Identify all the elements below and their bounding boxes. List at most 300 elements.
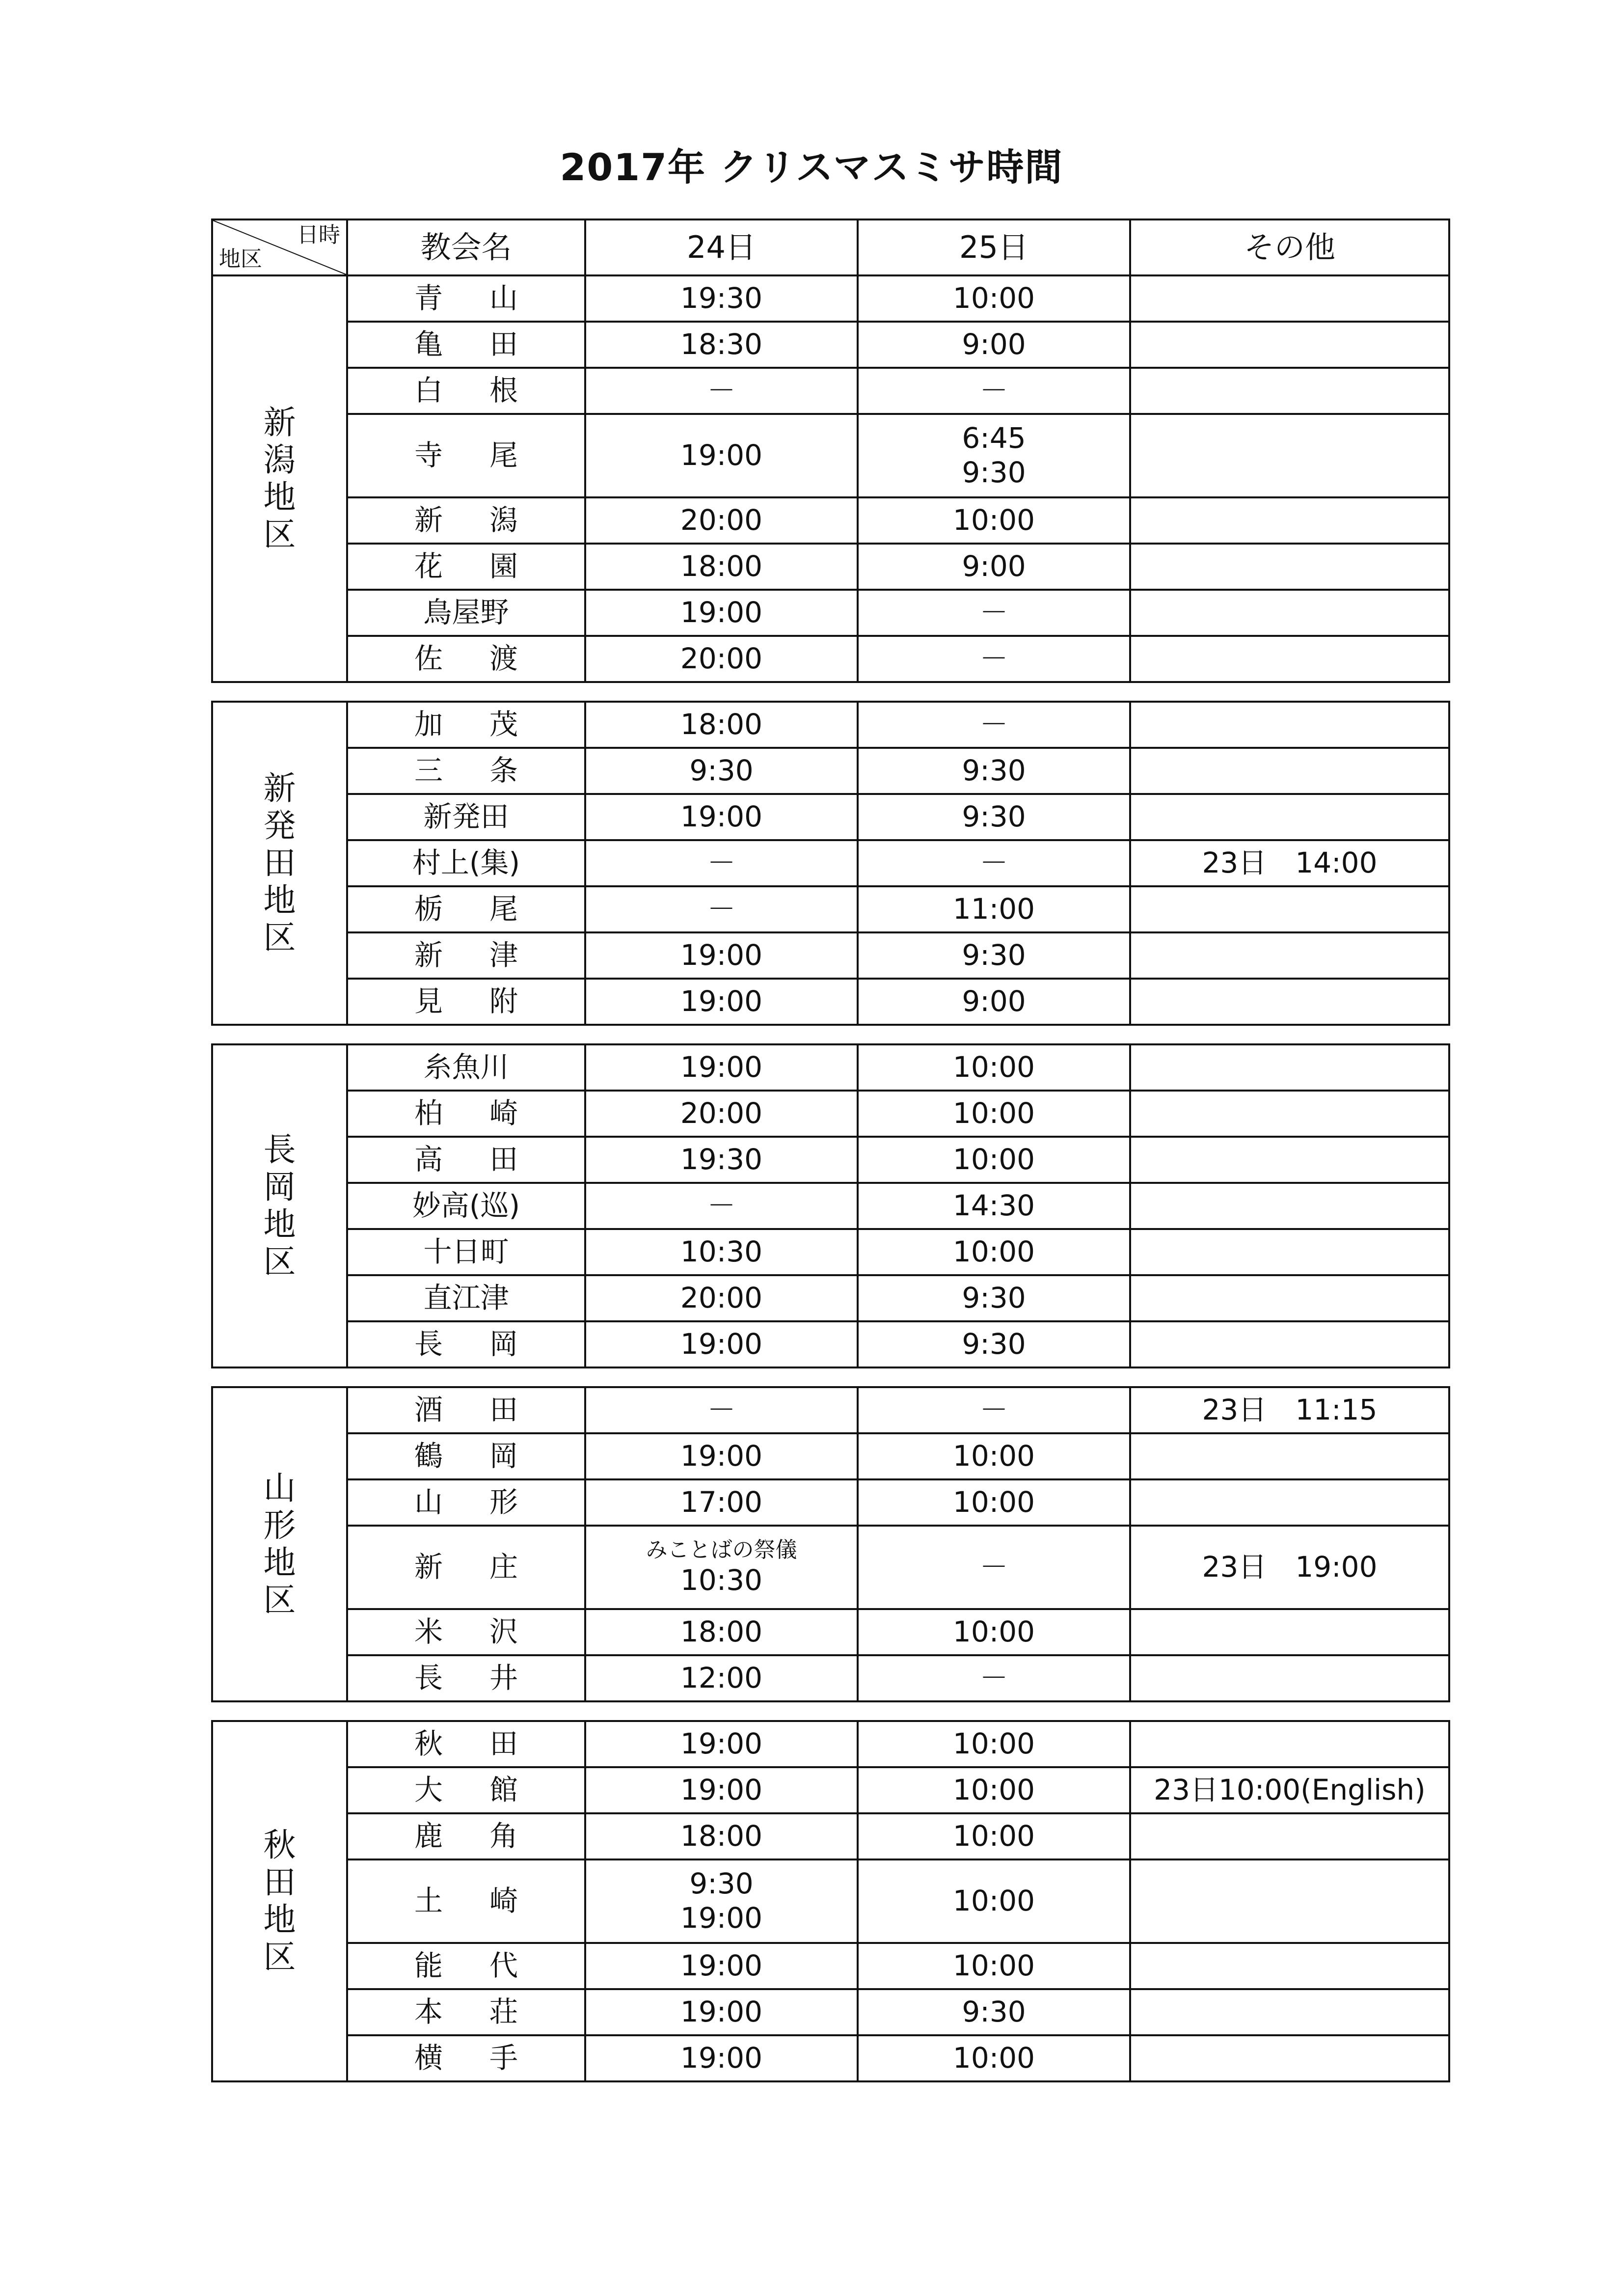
time-24-value: 19:00 bbox=[680, 596, 763, 629]
church-name bbox=[347, 368, 585, 414]
church-char: 花 bbox=[414, 549, 443, 583]
church-char: 土 bbox=[414, 1884, 443, 1918]
church-char: 加 bbox=[414, 708, 443, 741]
church-char: 白 bbox=[414, 374, 443, 408]
church-name bbox=[347, 1137, 585, 1183]
church-name bbox=[347, 497, 585, 544]
church-name bbox=[347, 1387, 585, 1433]
time-24-value: 19:30 bbox=[680, 1143, 763, 1176]
time-25 bbox=[858, 1183, 1130, 1229]
church-char: 長 bbox=[414, 1327, 443, 1361]
other-note bbox=[1130, 275, 1449, 322]
church-label: 十日町 bbox=[423, 1235, 509, 1269]
other-note bbox=[1130, 1609, 1449, 1655]
time-24 bbox=[585, 1943, 858, 1989]
other-note bbox=[1130, 590, 1449, 636]
church-char: 手 bbox=[489, 2041, 518, 2075]
region-char: 区 bbox=[263, 919, 296, 957]
other-note bbox=[1130, 1044, 1449, 1091]
time-24 bbox=[585, 932, 858, 979]
church-char: 田 bbox=[489, 1393, 518, 1427]
time-24-note: みことばの祭儀 bbox=[646, 1537, 797, 1562]
church-char: 栃 bbox=[414, 892, 443, 926]
church-char: 鶴 bbox=[414, 1439, 443, 1473]
time-25-value: － bbox=[979, 1661, 1008, 1695]
table-row bbox=[212, 636, 1449, 682]
church-char: 尾 bbox=[489, 892, 518, 926]
other-note bbox=[1130, 1479, 1449, 1526]
page-title: 2017年 クリスマスミサ時間 bbox=[560, 145, 1063, 189]
church-char: 米 bbox=[414, 1615, 443, 1649]
time-24 bbox=[585, 979, 858, 1025]
other-note: 23日 11:15 bbox=[1130, 1387, 1449, 1433]
church-name bbox=[347, 1091, 585, 1137]
time-25-value: － bbox=[979, 1550, 1008, 1584]
time-25-value: 10:00 bbox=[952, 1485, 1035, 1519]
church-name bbox=[347, 1044, 585, 1091]
time-24 bbox=[585, 1433, 858, 1479]
table-row bbox=[212, 1609, 1449, 1655]
time-24-value: 18:00 bbox=[680, 1615, 763, 1649]
time-25-value: 10:00 bbox=[952, 1949, 1035, 1983]
time-24-value: 19:00 bbox=[680, 984, 763, 1018]
other-note bbox=[1130, 748, 1449, 794]
spacer-cell bbox=[212, 1367, 1449, 1387]
time-25-value: 11:00 bbox=[952, 892, 1035, 926]
church-char: 三 bbox=[414, 754, 443, 788]
church-label: 新発田 bbox=[423, 800, 509, 834]
table-row bbox=[212, 590, 1449, 636]
time-24 bbox=[585, 368, 858, 414]
other-note bbox=[1130, 1813, 1449, 1859]
table-row bbox=[212, 1044, 1449, 1091]
region-char: 地 bbox=[263, 1205, 296, 1243]
other-note bbox=[1130, 1091, 1449, 1137]
church-char: 津 bbox=[489, 938, 518, 972]
time-25 bbox=[858, 1091, 1130, 1137]
region-char: 地 bbox=[263, 478, 296, 516]
region-char: 岡 bbox=[263, 1168, 296, 1206]
time-25-value: 10:00 bbox=[952, 503, 1035, 537]
time-25-value: 10:00 bbox=[952, 1096, 1035, 1130]
table-row bbox=[212, 1479, 1449, 1526]
time-25 bbox=[858, 275, 1130, 322]
time-24 bbox=[585, 1989, 858, 2035]
church-char: 角 bbox=[489, 1819, 518, 1853]
time-24-value: 19:00 bbox=[680, 1773, 763, 1807]
church-name bbox=[347, 1767, 585, 1813]
church-name bbox=[347, 886, 585, 932]
church-char: 山 bbox=[489, 281, 518, 315]
time-24 bbox=[585, 1655, 858, 1701]
church-char: 新 bbox=[414, 503, 443, 537]
time-24-value: － bbox=[707, 374, 736, 408]
time-24 bbox=[585, 590, 858, 636]
church-char: 高 bbox=[414, 1143, 443, 1176]
time-24 bbox=[585, 1275, 858, 1321]
church-char: 酒 bbox=[414, 1393, 443, 1427]
time-25 bbox=[858, 794, 1130, 840]
church-name bbox=[347, 840, 585, 886]
other-note bbox=[1130, 794, 1449, 840]
time-24 bbox=[585, 322, 858, 368]
header-day25: 25日 bbox=[858, 219, 1130, 275]
church-char: 庄 bbox=[489, 1550, 518, 1584]
time-25 bbox=[858, 1229, 1130, 1275]
time-25 bbox=[858, 590, 1130, 636]
time-24-value: － bbox=[707, 846, 736, 880]
region-name bbox=[212, 1721, 347, 2081]
church-name bbox=[347, 1813, 585, 1859]
church-name bbox=[347, 1859, 585, 1943]
time-24-value: 20:00 bbox=[680, 1281, 763, 1315]
time-25 bbox=[858, 1767, 1130, 1813]
table-row bbox=[212, 275, 1449, 322]
other-note: 23日10:00(English) bbox=[1130, 1767, 1449, 1813]
church-name bbox=[347, 636, 585, 682]
time-25 bbox=[858, 840, 1130, 886]
table-row bbox=[212, 840, 1449, 886]
church-name bbox=[347, 794, 585, 840]
time-24-value: 18:30 bbox=[680, 328, 763, 361]
spacer-cell bbox=[212, 1701, 1449, 1721]
time-25-value: 10:00 bbox=[952, 1819, 1035, 1853]
church-char: 大 bbox=[414, 1773, 443, 1807]
mass-schedule-table bbox=[211, 219, 1448, 2082]
region-name bbox=[212, 702, 347, 1025]
time-25 bbox=[858, 1479, 1130, 1526]
time-25-value: － bbox=[979, 708, 1008, 741]
time-25-value: 9:30 bbox=[962, 456, 1026, 489]
other-note bbox=[1130, 2035, 1449, 2081]
church-name bbox=[347, 1655, 585, 1701]
time-24-value: 19:00 bbox=[680, 1439, 763, 1473]
time-24 bbox=[585, 1183, 858, 1229]
table-row bbox=[212, 1275, 1449, 1321]
region-char: 長 bbox=[263, 1131, 296, 1169]
church-name bbox=[347, 748, 585, 794]
church-char: 田 bbox=[489, 1143, 518, 1176]
time-24 bbox=[585, 748, 858, 794]
church-name bbox=[347, 1433, 585, 1479]
time-24 bbox=[585, 1387, 858, 1433]
time-25 bbox=[858, 1609, 1130, 1655]
other-note bbox=[1130, 544, 1449, 590]
time-25 bbox=[858, 322, 1130, 368]
church-char: 茂 bbox=[489, 708, 518, 741]
time-24-value: 18:00 bbox=[680, 1819, 763, 1853]
table-row bbox=[212, 702, 1449, 748]
time-24-value: － bbox=[707, 1393, 736, 1427]
other-note bbox=[1130, 497, 1449, 544]
other-note bbox=[1130, 1433, 1449, 1479]
time-24-value: 19:00 bbox=[680, 1727, 763, 1761]
time-24 bbox=[585, 1044, 858, 1091]
time-24-value: 19:00 bbox=[680, 2041, 763, 2075]
church-char: 本 bbox=[414, 1995, 443, 2029]
time-24 bbox=[585, 1859, 858, 1943]
church-char: 条 bbox=[489, 754, 518, 788]
other-note bbox=[1130, 1275, 1449, 1321]
time-25-value: － bbox=[979, 374, 1008, 408]
church-char: 形 bbox=[489, 1485, 518, 1519]
time-25 bbox=[858, 2035, 1130, 2081]
corner-header bbox=[212, 219, 347, 275]
time-24 bbox=[585, 1091, 858, 1137]
time-24 bbox=[585, 275, 858, 322]
other-note: 23日 19:00 bbox=[1130, 1526, 1449, 1609]
header-day24: 24日 bbox=[585, 219, 858, 275]
church-name bbox=[347, 1609, 585, 1655]
other-note bbox=[1130, 886, 1449, 932]
region-char: 地 bbox=[263, 1544, 296, 1582]
church-char: 尾 bbox=[489, 438, 518, 472]
other-note bbox=[1130, 322, 1449, 368]
time-25-value: 10:00 bbox=[952, 1439, 1035, 1473]
other-note bbox=[1130, 1229, 1449, 1275]
other-note bbox=[1130, 1989, 1449, 2035]
church-name bbox=[347, 979, 585, 1025]
church-name bbox=[347, 1229, 585, 1275]
region-char: 田 bbox=[263, 1863, 296, 1901]
table-row bbox=[212, 1859, 1449, 1943]
time-24 bbox=[585, 497, 858, 544]
time-24 bbox=[585, 1609, 858, 1655]
region-char: 区 bbox=[263, 1581, 296, 1619]
time-25-value: 9:30 bbox=[962, 800, 1026, 834]
church-name bbox=[347, 1479, 585, 1526]
church-char: 沢 bbox=[489, 1615, 518, 1649]
time-25-value: 9:30 bbox=[962, 754, 1026, 788]
region-char: 潟 bbox=[263, 441, 296, 479]
other-note bbox=[1130, 1321, 1449, 1367]
church-name bbox=[347, 1275, 585, 1321]
region-name bbox=[212, 1387, 347, 1701]
church-char: 園 bbox=[489, 549, 518, 583]
time-25-value: 10:00 bbox=[952, 281, 1035, 315]
time-25-value: 9:00 bbox=[962, 549, 1026, 583]
region-char: 区 bbox=[263, 516, 296, 553]
region-char: 新 bbox=[263, 404, 296, 441]
church-label: 糸魚川 bbox=[423, 1050, 509, 1084]
table-row bbox=[212, 497, 1449, 544]
time-24-value: 10:30 bbox=[680, 1235, 763, 1269]
time-25-value: 10:00 bbox=[952, 1235, 1035, 1269]
table-row bbox=[212, 1526, 1449, 1609]
time-25 bbox=[858, 1433, 1130, 1479]
church-char: 長 bbox=[414, 1661, 443, 1695]
time-24-value: 19:00 bbox=[680, 938, 763, 972]
table-row bbox=[212, 414, 1449, 497]
church-label: 直江津 bbox=[423, 1281, 509, 1315]
time-24-value: － bbox=[707, 1189, 736, 1223]
header-church: 教会名 bbox=[347, 219, 585, 275]
time-25 bbox=[858, 1655, 1130, 1701]
time-25-value: 10:00 bbox=[952, 1143, 1035, 1176]
church-char: 附 bbox=[489, 984, 518, 1018]
table-row bbox=[212, 1813, 1449, 1859]
time-25 bbox=[858, 1526, 1130, 1609]
time-24-value: 20:00 bbox=[680, 1096, 763, 1130]
time-25-value: 9:30 bbox=[962, 1281, 1026, 1315]
other-note: 23日 14:00 bbox=[1130, 840, 1449, 886]
time-24-value: 9:30 bbox=[689, 754, 754, 788]
time-24 bbox=[585, 1767, 858, 1813]
other-note bbox=[1130, 1721, 1449, 1767]
time-25-value: － bbox=[979, 596, 1008, 629]
time-25 bbox=[858, 1859, 1130, 1943]
church-char: 亀 bbox=[414, 328, 443, 361]
church-name bbox=[347, 322, 585, 368]
spacer-cell bbox=[212, 1025, 1449, 1044]
schedule-body bbox=[212, 275, 1449, 2081]
time-25 bbox=[858, 1275, 1130, 1321]
table-row bbox=[212, 1321, 1449, 1367]
church-char: 崎 bbox=[489, 1884, 518, 1918]
time-25-value: 10:00 bbox=[952, 1050, 1035, 1084]
church-name bbox=[347, 1526, 585, 1609]
time-25 bbox=[858, 1989, 1130, 2035]
spacer-cell bbox=[212, 682, 1449, 702]
region-spacer bbox=[212, 1367, 1449, 1387]
header-row bbox=[212, 219, 1449, 275]
region-char: 新 bbox=[263, 769, 296, 807]
church-char: 荘 bbox=[489, 1995, 518, 2029]
table-row bbox=[212, 1229, 1449, 1275]
church-char: 佐 bbox=[414, 642, 443, 676]
table-row bbox=[212, 1387, 1449, 1433]
region-name bbox=[212, 1044, 347, 1367]
other-note bbox=[1130, 1183, 1449, 1229]
church-label: 鳥屋野 bbox=[423, 596, 509, 629]
table-row bbox=[212, 932, 1449, 979]
time-24 bbox=[585, 544, 858, 590]
time-24-value: 19:00 bbox=[680, 1995, 763, 2029]
time-25 bbox=[858, 1721, 1130, 1767]
time-24 bbox=[585, 1479, 858, 1526]
table-row bbox=[212, 544, 1449, 590]
table-row bbox=[212, 1433, 1449, 1479]
time-25-value: － bbox=[979, 642, 1008, 676]
church-label: 村上(集) bbox=[412, 846, 520, 880]
table-row bbox=[212, 748, 1449, 794]
region-char: 地 bbox=[263, 1901, 296, 1939]
region-spacer bbox=[212, 1025, 1449, 1044]
time-24 bbox=[585, 794, 858, 840]
time-25 bbox=[858, 1943, 1130, 1989]
other-note bbox=[1130, 979, 1449, 1025]
time-25 bbox=[858, 636, 1130, 682]
church-char: 鹿 bbox=[414, 1819, 443, 1853]
church-char: 根 bbox=[489, 374, 518, 408]
time-25 bbox=[858, 414, 1130, 497]
time-24 bbox=[585, 702, 858, 748]
church-name bbox=[347, 275, 585, 322]
church-char: 潟 bbox=[489, 503, 518, 537]
time-24-value: 9:30 bbox=[689, 1867, 754, 1901]
region-name bbox=[212, 275, 347, 682]
other-note bbox=[1130, 636, 1449, 682]
table-row bbox=[212, 794, 1449, 840]
time-24-value: 19:00 bbox=[680, 1949, 763, 1983]
region-spacer bbox=[212, 682, 1449, 702]
header-other: その他 bbox=[1130, 219, 1449, 275]
table-row bbox=[212, 979, 1449, 1025]
time-25 bbox=[858, 748, 1130, 794]
region-char: 秋 bbox=[263, 1826, 296, 1864]
time-24 bbox=[585, 886, 858, 932]
time-25-value: － bbox=[979, 846, 1008, 880]
table-row bbox=[212, 1091, 1449, 1137]
church-char: 見 bbox=[414, 984, 443, 1018]
time-24-value: － bbox=[707, 892, 736, 926]
other-note bbox=[1130, 932, 1449, 979]
church-name bbox=[347, 2035, 585, 2081]
time-25 bbox=[858, 1044, 1130, 1091]
time-25-value: 9:30 bbox=[962, 1995, 1026, 2029]
region-char: 地 bbox=[263, 881, 296, 919]
time-24 bbox=[585, 840, 858, 886]
time-25-value: 9:30 bbox=[962, 938, 1026, 972]
table-row bbox=[212, 1137, 1449, 1183]
time-24-value: 18:00 bbox=[680, 708, 763, 741]
church-char: 崎 bbox=[489, 1096, 518, 1130]
church-label: 妙高(巡) bbox=[412, 1189, 520, 1223]
time-25 bbox=[858, 544, 1130, 590]
corner-region-label: 地区 bbox=[219, 246, 262, 272]
other-note bbox=[1130, 1655, 1449, 1701]
time-24-value: 20:00 bbox=[680, 503, 763, 537]
time-24 bbox=[585, 1813, 858, 1859]
time-24 bbox=[585, 1229, 858, 1275]
church-name bbox=[347, 590, 585, 636]
church-char: 田 bbox=[489, 1727, 518, 1761]
church-name bbox=[347, 1989, 585, 2035]
time-25-value: 10:00 bbox=[952, 1727, 1035, 1761]
time-25-value: 10:00 bbox=[952, 1884, 1035, 1918]
corner-date-label: 日時 bbox=[297, 222, 340, 247]
time-24 bbox=[585, 1721, 858, 1767]
church-char: 岡 bbox=[489, 1439, 518, 1473]
church-name bbox=[347, 932, 585, 979]
region-char: 区 bbox=[263, 1938, 296, 1976]
time-25-value: 9:00 bbox=[962, 328, 1026, 361]
other-note bbox=[1130, 702, 1449, 748]
church-char: 能 bbox=[414, 1949, 443, 1983]
church-char: 館 bbox=[489, 1773, 518, 1807]
time-25 bbox=[858, 979, 1130, 1025]
time-24-value: 10:30 bbox=[680, 1563, 763, 1597]
time-25 bbox=[858, 368, 1130, 414]
time-24-value: 19:00 bbox=[680, 1901, 763, 1935]
table-row bbox=[212, 1655, 1449, 1701]
time-25-value: 6:45 bbox=[962, 421, 1026, 455]
region-spacer bbox=[212, 1701, 1449, 1721]
church-char: 岡 bbox=[489, 1327, 518, 1361]
time-24-value: 19:00 bbox=[680, 1327, 763, 1361]
table-row bbox=[212, 1767, 1449, 1813]
time-24-value: 19:30 bbox=[680, 281, 763, 315]
church-char: 渡 bbox=[489, 642, 518, 676]
time-24-value: 17:00 bbox=[680, 1485, 763, 1519]
church-char: 柏 bbox=[414, 1096, 443, 1130]
time-24 bbox=[585, 414, 858, 497]
time-25-value: 10:00 bbox=[952, 1773, 1035, 1807]
time-24 bbox=[585, 1137, 858, 1183]
other-note bbox=[1130, 1137, 1449, 1183]
time-24-value: 12:00 bbox=[680, 1661, 763, 1695]
table-row bbox=[212, 368, 1449, 414]
